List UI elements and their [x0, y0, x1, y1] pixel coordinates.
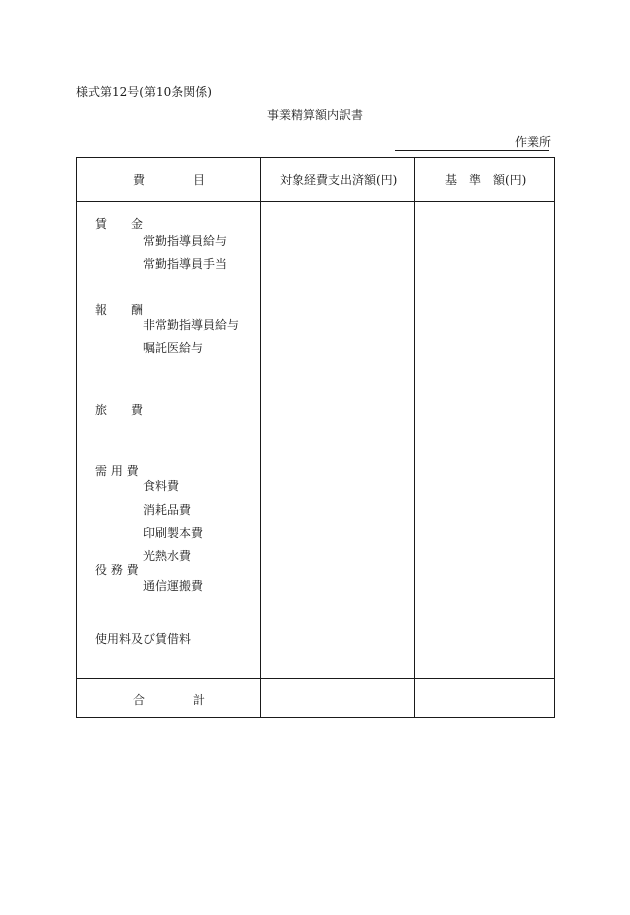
- subcategory-wages-fulltime-allowance: 常勤指導員手当: [143, 257, 228, 271]
- subcategory-supplies-utilities: 光熱水費: [143, 549, 192, 563]
- subcategory-services-communication: 通信運搬費: [143, 579, 204, 593]
- category-remuneration: 報 酬: [95, 303, 144, 317]
- breakdown-table: [76, 157, 555, 718]
- office-name-blank: [395, 150, 549, 151]
- category-travel: 旅 費: [95, 403, 144, 417]
- subcategory-wages-fulltime-salary: 常勤指導員給与: [143, 234, 228, 248]
- column-header-standard: 基 準 額(円): [445, 173, 527, 187]
- column-divider: [260, 158, 261, 717]
- header-row-divider: [77, 201, 554, 202]
- column-header-item: 費 目: [133, 173, 206, 187]
- form-number: 様式第12号(第10条関係): [76, 85, 212, 99]
- subcategory-remuneration-doctor-salary: 嘱託医給与: [143, 341, 204, 355]
- column-divider: [414, 158, 415, 717]
- category-rental: 使用料及び賃借料: [95, 632, 192, 646]
- total-label: 合 計: [133, 693, 206, 707]
- category-wages: 賃 金: [95, 217, 144, 231]
- subcategory-supplies-consumables: 消耗品費: [143, 503, 192, 517]
- subcategory-supplies-food: 食料費: [143, 479, 180, 493]
- total-row-divider: [77, 678, 554, 679]
- subcategory-supplies-printing: 印刷製本費: [143, 526, 204, 540]
- document-title: 事業精算額内訳書: [267, 108, 364, 122]
- category-supplies: 需 用 費: [95, 464, 139, 478]
- column-header-expense: 対象経費支出済額(円): [280, 173, 398, 187]
- category-services: 役 務 費: [95, 563, 139, 577]
- office-label: 作業所: [515, 135, 552, 149]
- subcategory-remuneration-parttime-salary: 非常勤指導員給与: [143, 318, 240, 332]
